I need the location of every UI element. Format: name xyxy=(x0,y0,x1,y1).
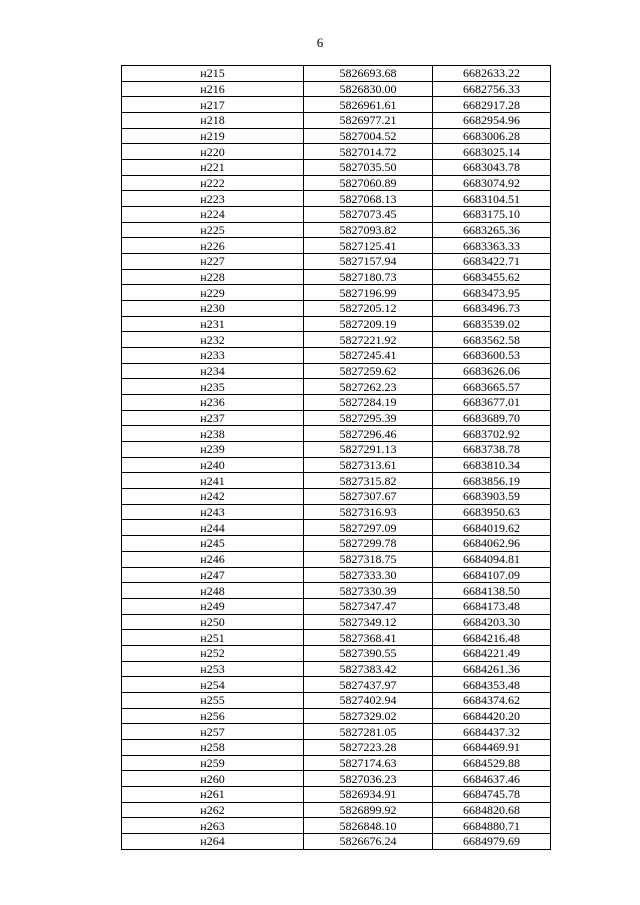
y-coordinate-cell: 6683702.92 xyxy=(433,426,551,442)
point-id-cell: н252 xyxy=(122,645,304,661)
y-coordinate-cell: 6683043.78 xyxy=(433,160,551,176)
y-coordinate-cell: 6684437.32 xyxy=(433,724,551,740)
point-id-cell: н216 xyxy=(122,81,304,97)
coordinates-table xyxy=(121,65,551,850)
y-coordinate-cell: 6683473.95 xyxy=(433,285,551,301)
x-coordinate-cell: 5827390.55 xyxy=(304,645,433,661)
point-id-cell: н250 xyxy=(122,614,304,630)
y-coordinate-cell: 6683455.62 xyxy=(433,269,551,285)
point-id-cell: н261 xyxy=(122,786,304,802)
y-coordinate-cell: 6684216.48 xyxy=(433,630,551,646)
table-row xyxy=(122,410,551,426)
point-id-cell: н238 xyxy=(122,426,304,442)
y-coordinate-cell: 6684062.96 xyxy=(433,536,551,552)
point-id-cell: н264 xyxy=(122,833,304,849)
y-coordinate-cell: 6683422.71 xyxy=(433,254,551,270)
table-row xyxy=(122,583,551,599)
x-coordinate-cell: 5827329.02 xyxy=(304,708,433,724)
table-row xyxy=(122,489,551,505)
table-row xyxy=(122,395,551,411)
table-row xyxy=(122,786,551,802)
table-row xyxy=(122,536,551,552)
point-id-cell: н244 xyxy=(122,520,304,536)
y-coordinate-cell: 6683104.51 xyxy=(433,191,551,207)
y-coordinate-cell: 6684094.81 xyxy=(433,551,551,567)
x-coordinate-cell: 5827060.89 xyxy=(304,175,433,191)
point-id-cell: н217 xyxy=(122,97,304,113)
point-id-cell: н231 xyxy=(122,316,304,332)
y-coordinate-cell: 6682756.33 xyxy=(433,81,551,97)
page-number: 6 xyxy=(316,35,324,50)
point-id-cell: н249 xyxy=(122,598,304,614)
y-coordinate-cell: 6683539.02 xyxy=(433,316,551,332)
table-row xyxy=(122,645,551,661)
x-coordinate-cell: 5827093.82 xyxy=(304,222,433,238)
table-row xyxy=(122,520,551,536)
y-coordinate-cell: 6684019.62 xyxy=(433,520,551,536)
y-coordinate-cell: 6683689.70 xyxy=(433,410,551,426)
y-coordinate-cell: 6683496.73 xyxy=(433,301,551,317)
x-coordinate-cell: 5827259.62 xyxy=(304,363,433,379)
point-id-cell: н255 xyxy=(122,692,304,708)
x-coordinate-cell: 5827297.09 xyxy=(304,520,433,536)
y-coordinate-cell: 6683950.63 xyxy=(433,504,551,520)
y-coordinate-cell: 6684420.20 xyxy=(433,708,551,724)
table-row xyxy=(122,285,551,301)
point-id-cell: н240 xyxy=(122,457,304,473)
x-coordinate-cell: 5826830.00 xyxy=(304,81,433,97)
x-coordinate-cell: 5827349.12 xyxy=(304,614,433,630)
y-coordinate-cell: 6684637.46 xyxy=(433,771,551,787)
x-coordinate-cell: 5826899.92 xyxy=(304,802,433,818)
point-id-cell: н248 xyxy=(122,583,304,599)
x-coordinate-cell: 5827281.05 xyxy=(304,724,433,740)
x-coordinate-cell: 5827284.19 xyxy=(304,395,433,411)
table-row xyxy=(122,677,551,693)
x-coordinate-cell: 5827316.93 xyxy=(304,504,433,520)
y-coordinate-cell: 6684203.30 xyxy=(433,614,551,630)
table-row xyxy=(122,598,551,614)
y-coordinate-cell: 6684221.49 xyxy=(433,645,551,661)
table-row xyxy=(122,348,551,364)
point-id-cell: н256 xyxy=(122,708,304,724)
table-row xyxy=(122,473,551,489)
point-id-cell: н257 xyxy=(122,724,304,740)
x-coordinate-cell: 5827004.52 xyxy=(304,128,433,144)
y-coordinate-cell: 6684745.78 xyxy=(433,786,551,802)
table-row xyxy=(122,81,551,97)
x-coordinate-cell: 5827245.41 xyxy=(304,348,433,364)
table-row xyxy=(122,833,551,849)
point-id-cell: н215 xyxy=(122,66,304,82)
x-coordinate-cell: 5827318.75 xyxy=(304,551,433,567)
point-id-cell: н232 xyxy=(122,332,304,348)
table-row xyxy=(122,614,551,630)
table-row xyxy=(122,802,551,818)
y-coordinate-cell: 6682954.96 xyxy=(433,113,551,129)
table-row xyxy=(122,551,551,567)
x-coordinate-cell: 5827299.78 xyxy=(304,536,433,552)
point-id-cell: н263 xyxy=(122,818,304,834)
point-id-cell: н239 xyxy=(122,442,304,458)
table-row xyxy=(122,222,551,238)
point-id-cell: н220 xyxy=(122,144,304,160)
table-row xyxy=(122,113,551,129)
table-row xyxy=(122,207,551,223)
x-coordinate-cell: 5827347.47 xyxy=(304,598,433,614)
point-id-cell: н235 xyxy=(122,379,304,395)
point-id-cell: н219 xyxy=(122,128,304,144)
table-row xyxy=(122,442,551,458)
x-coordinate-cell: 5827174.63 xyxy=(304,755,433,771)
x-coordinate-cell: 5827402.94 xyxy=(304,692,433,708)
y-coordinate-cell: 6683903.59 xyxy=(433,489,551,505)
table-row xyxy=(122,755,551,771)
x-coordinate-cell: 5826693.68 xyxy=(304,66,433,82)
x-coordinate-cell: 5827383.42 xyxy=(304,661,433,677)
point-id-cell: н237 xyxy=(122,410,304,426)
table-row xyxy=(122,191,551,207)
x-coordinate-cell: 5827196.99 xyxy=(304,285,433,301)
y-coordinate-cell: 6682917.28 xyxy=(433,97,551,113)
table-row xyxy=(122,567,551,583)
y-coordinate-cell: 6684353.48 xyxy=(433,677,551,693)
table-row xyxy=(122,739,551,755)
coordinates-table-body xyxy=(122,66,551,850)
point-id-cell: н254 xyxy=(122,677,304,693)
table-row xyxy=(122,457,551,473)
x-coordinate-cell: 5827295.39 xyxy=(304,410,433,426)
table-row xyxy=(122,128,551,144)
table-row xyxy=(122,332,551,348)
table-row xyxy=(122,66,551,82)
point-id-cell: н233 xyxy=(122,348,304,364)
x-coordinate-cell: 5827125.41 xyxy=(304,238,433,254)
x-coordinate-cell: 5826961.61 xyxy=(304,97,433,113)
table-row xyxy=(122,724,551,740)
table-row xyxy=(122,301,551,317)
point-id-cell: н246 xyxy=(122,551,304,567)
point-id-cell: н230 xyxy=(122,301,304,317)
y-coordinate-cell: 6684138.50 xyxy=(433,583,551,599)
point-id-cell: н247 xyxy=(122,567,304,583)
y-coordinate-cell: 6683025.14 xyxy=(433,144,551,160)
x-coordinate-cell: 5826934.91 xyxy=(304,786,433,802)
table-row xyxy=(122,269,551,285)
x-coordinate-cell: 5827368.41 xyxy=(304,630,433,646)
point-id-cell: н229 xyxy=(122,285,304,301)
table-row xyxy=(122,426,551,442)
x-coordinate-cell: 5827221.92 xyxy=(304,332,433,348)
y-coordinate-cell: 6683363.33 xyxy=(433,238,551,254)
y-coordinate-cell: 6683562.58 xyxy=(433,332,551,348)
point-id-cell: н234 xyxy=(122,363,304,379)
x-coordinate-cell: 5827291.13 xyxy=(304,442,433,458)
x-coordinate-cell: 5827180.73 xyxy=(304,269,433,285)
table-row xyxy=(122,97,551,113)
y-coordinate-cell: 6683626.06 xyxy=(433,363,551,379)
point-id-cell: н242 xyxy=(122,489,304,505)
table-row xyxy=(122,254,551,270)
x-coordinate-cell: 5827209.19 xyxy=(304,316,433,332)
table-row xyxy=(122,144,551,160)
x-coordinate-cell: 5827313.61 xyxy=(304,457,433,473)
x-coordinate-cell: 5827307.67 xyxy=(304,489,433,505)
point-id-cell: н221 xyxy=(122,160,304,176)
y-coordinate-cell: 6683665.57 xyxy=(433,379,551,395)
point-id-cell: н258 xyxy=(122,739,304,755)
x-coordinate-cell: 5827437.97 xyxy=(304,677,433,693)
x-coordinate-cell: 5827205.12 xyxy=(304,301,433,317)
x-coordinate-cell: 5826848.10 xyxy=(304,818,433,834)
y-coordinate-cell: 6683810.34 xyxy=(433,457,551,473)
y-coordinate-cell: 6684261.36 xyxy=(433,661,551,677)
point-id-cell: н260 xyxy=(122,771,304,787)
y-coordinate-cell: 6683677.01 xyxy=(433,395,551,411)
table-row xyxy=(122,692,551,708)
point-id-cell: н241 xyxy=(122,473,304,489)
point-id-cell: н218 xyxy=(122,113,304,129)
table-row xyxy=(122,363,551,379)
table-row xyxy=(122,818,551,834)
point-id-cell: н253 xyxy=(122,661,304,677)
y-coordinate-cell: 6684979.69 xyxy=(433,833,551,849)
point-id-cell: н223 xyxy=(122,191,304,207)
point-id-cell: н225 xyxy=(122,222,304,238)
x-coordinate-cell: 5827315.82 xyxy=(304,473,433,489)
point-id-cell: н243 xyxy=(122,504,304,520)
y-coordinate-cell: 6683175.10 xyxy=(433,207,551,223)
y-coordinate-cell: 6683265.36 xyxy=(433,222,551,238)
y-coordinate-cell: 6684529.88 xyxy=(433,755,551,771)
point-id-cell: н227 xyxy=(122,254,304,270)
y-coordinate-cell: 6683600.53 xyxy=(433,348,551,364)
point-id-cell: н222 xyxy=(122,175,304,191)
point-id-cell: н245 xyxy=(122,536,304,552)
x-coordinate-cell: 5827068.13 xyxy=(304,191,433,207)
point-id-cell: н236 xyxy=(122,395,304,411)
x-coordinate-cell: 5827333.30 xyxy=(304,567,433,583)
table-row xyxy=(122,771,551,787)
x-coordinate-cell: 5827262.23 xyxy=(304,379,433,395)
table-row xyxy=(122,504,551,520)
x-coordinate-cell: 5826676.24 xyxy=(304,833,433,849)
y-coordinate-cell: 6684107.09 xyxy=(433,567,551,583)
y-coordinate-cell: 6684820.68 xyxy=(433,802,551,818)
table-row xyxy=(122,630,551,646)
point-id-cell: н228 xyxy=(122,269,304,285)
table-row xyxy=(122,708,551,724)
x-coordinate-cell: 5826977.21 xyxy=(304,113,433,129)
x-coordinate-cell: 5827296.46 xyxy=(304,426,433,442)
table-row xyxy=(122,379,551,395)
point-id-cell: н226 xyxy=(122,238,304,254)
x-coordinate-cell: 5827157.94 xyxy=(304,254,433,270)
table-row xyxy=(122,661,551,677)
y-coordinate-cell: 6684374.62 xyxy=(433,692,551,708)
y-coordinate-cell: 6684469.91 xyxy=(433,739,551,755)
x-coordinate-cell: 5827223.28 xyxy=(304,739,433,755)
table-row xyxy=(122,175,551,191)
y-coordinate-cell: 6684880.71 xyxy=(433,818,551,834)
point-id-cell: н262 xyxy=(122,802,304,818)
y-coordinate-cell: 6683738.78 xyxy=(433,442,551,458)
table-row xyxy=(122,316,551,332)
y-coordinate-cell: 6683074.92 xyxy=(433,175,551,191)
y-coordinate-cell: 6684173.48 xyxy=(433,598,551,614)
x-coordinate-cell: 5827330.39 xyxy=(304,583,433,599)
x-coordinate-cell: 5827036.23 xyxy=(304,771,433,787)
y-coordinate-cell: 6683006.28 xyxy=(433,128,551,144)
y-coordinate-cell: 6683856.19 xyxy=(433,473,551,489)
point-id-cell: н251 xyxy=(122,630,304,646)
table-row xyxy=(122,160,551,176)
y-coordinate-cell: 6682633.22 xyxy=(433,66,551,82)
table-row xyxy=(122,238,551,254)
point-id-cell: н259 xyxy=(122,755,304,771)
x-coordinate-cell: 5827035.50 xyxy=(304,160,433,176)
point-id-cell: н224 xyxy=(122,207,304,223)
x-coordinate-cell: 5827014.72 xyxy=(304,144,433,160)
x-coordinate-cell: 5827073.45 xyxy=(304,207,433,223)
